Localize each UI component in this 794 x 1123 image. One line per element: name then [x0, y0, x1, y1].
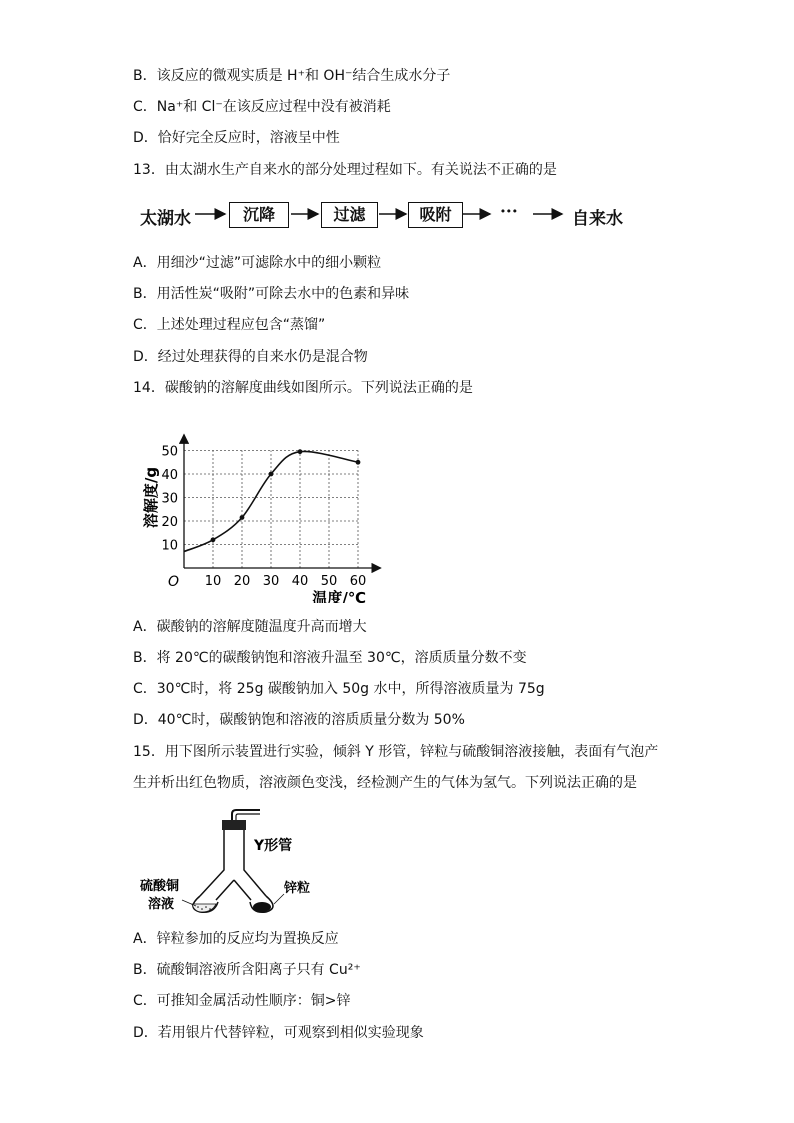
data-point-30 — [269, 472, 274, 477]
chart-labels — [142, 445, 366, 604]
x-tick-label-60: 60 — [349, 574, 367, 589]
q13-option-d: D．经过处理获得的自来水仍是混合物 — [133, 349, 368, 365]
y-tube-body — [200, 830, 224, 896]
y-tick-label-40: 40 — [161, 468, 178, 483]
y-axis-title: 溶解度/g — [142, 466, 160, 529]
y-tick-label-30: 30 — [161, 491, 178, 507]
rubber-stopper — [222, 820, 246, 830]
flow-end-label: 自来水 — [572, 209, 623, 229]
q15-stem-line2: 生并析出红色物质，溶液颜色变浅，经检测产生的气体为氢气。下列说法正确的是 — [133, 775, 637, 791]
x-axis-title: 温度/℃ — [312, 589, 366, 603]
x-tick-label-30: 30 — [262, 574, 280, 589]
q13-option-b: B．用活性炭“吸附”可除去水中的色素和异味 — [133, 286, 410, 302]
q15-option-c: C．可推知金属活动性顺序：铜>锌 — [133, 993, 351, 1009]
q15-option-a: A．锌粒参加的反应均为置换反应 — [133, 931, 339, 947]
data-point-60 — [356, 460, 361, 465]
data-point-10 — [211, 537, 216, 542]
origin-label: O — [168, 574, 180, 590]
flow-step-adsorption: 吸附 — [408, 202, 463, 228]
y-tube-drawing — [138, 808, 318, 920]
q12-option-c: C．Na⁺和 Cl⁻在该反应过程中没有被消耗 — [133, 99, 391, 115]
q14-option-c: C．30℃时，将 25g 碳酸钠加入 50g 水中，所得溶液质量为 75g — [133, 681, 545, 697]
data-point-40 — [298, 449, 303, 454]
chart-grid — [184, 451, 358, 569]
q12-option-d: D．恰好完全反应时，溶液呈中性 — [133, 130, 340, 146]
q13-stem: 13．由太湖水生产自来水的部分处理过程如下。有关说法不正确的是 — [133, 162, 557, 178]
y-tick-label-10: 10 — [161, 538, 178, 554]
q14-stem: 14．碳酸钠的溶解度曲线如图所示。下列说法正确的是 — [133, 380, 473, 396]
data-point-20 — [240, 515, 245, 520]
copper-sulfate-label-2: 溶液 — [148, 897, 175, 912]
flow-step-settling: 沉降 — [229, 202, 289, 228]
q13-option-c: C．上述处理过程应包含“蒸馏” — [133, 317, 326, 333]
x-tick-label-50: 50 — [320, 574, 338, 589]
y-tick-label-50: 50 — [161, 444, 178, 460]
copper-sulfate-label-1: 硫酸铜 — [140, 879, 180, 894]
x-tick-label-20: 20 — [233, 574, 251, 589]
solubility-chart — [140, 418, 400, 603]
q14-option-a: A．碳酸钠的溶解度随温度升高而增大 — [133, 619, 367, 635]
q14-option-b: B．将 20℃的碳酸钠饱和溶液升温至 30℃，溶质质量分数不变 — [133, 650, 527, 666]
solubility-chart-svg — [140, 418, 400, 603]
chart-curve — [184, 449, 360, 551]
flow-step-filtration: 过滤 — [321, 202, 378, 228]
y-tube-apparatus-figure — [138, 808, 318, 920]
zinc-label: 锌粒 — [284, 881, 311, 896]
y-tube-label: Y形管 — [254, 838, 293, 854]
flow-arrows — [140, 198, 640, 232]
x-tick-label-10: 10 — [204, 574, 222, 589]
flow-ellipsis: ··· — [500, 202, 518, 222]
flow-start-label: 太湖水 — [140, 209, 191, 229]
q15-option-d: D．若用银片代替锌粒，可观察到相似实验现象 — [133, 1025, 424, 1041]
q15-option-b: B．硫酸铜溶液所含阳离子只有 Cu²⁺ — [133, 962, 361, 978]
q13-option-a: A．用细沙“过滤”可滤除水中的细小颗粒 — [133, 255, 382, 271]
x-tick-label-40: 40 — [291, 574, 309, 589]
chart-axes — [184, 435, 381, 568]
zinc-granules — [253, 902, 271, 912]
water-treatment-flowchart — [140, 198, 640, 232]
q15-stem-line1: 15．用下图所示装置进行实验，倾斜 Y 形管，锌粒与硫酸铜溶液接触，表面有气泡产 — [133, 744, 659, 760]
y-tick-label-20: 20 — [161, 515, 178, 530]
q12-option-b: B．该反应的微观实质是 H⁺和 OH⁻结合生成水分子 — [133, 68, 451, 84]
q14-option-d: D．40℃时，碳酸钠饱和溶液的溶质质量分数为 50% — [133, 712, 465, 728]
